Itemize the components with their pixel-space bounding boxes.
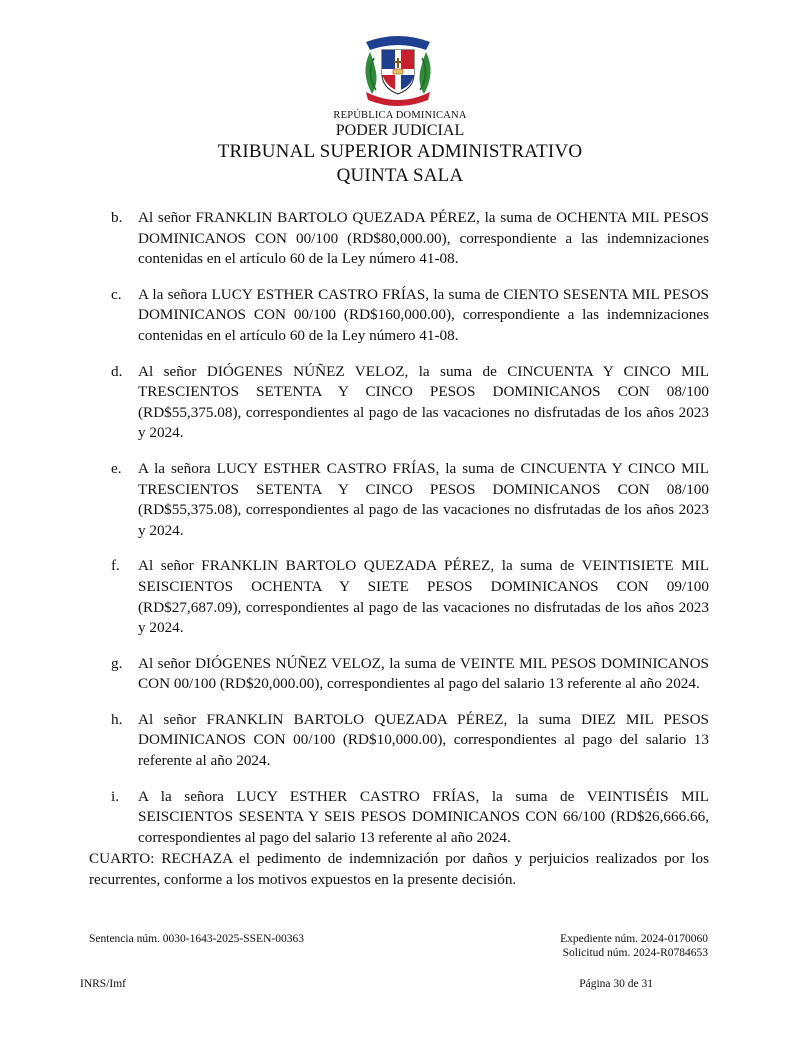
item-letter: d.	[111, 362, 123, 380]
list-item	[111, 285, 709, 347]
item-letter: g.	[111, 654, 123, 672]
item-text: Al señor DIÓGENES NÚÑEZ VELOZ, la suma de CINCUENTA Y CINCO MIL TRESCIENTOS SETENTA Y CINCO PESOS DOMINICANOS CON 08/100 (RD$55,375.08), correspondientes al pago de las vacaciones no disfrutadas de los años 2023 y 2024.	[138, 362, 709, 442]
item-letter: b.	[111, 209, 123, 226]
footer-sentencia: Sentencia núm. 0030-1643-2025-SSEN-00363	[89, 933, 304, 945]
item-letter: f.	[111, 557, 120, 575]
header-country: REPÚBLICA DOMINICANA	[333, 110, 467, 121]
item-letter: i.	[111, 787, 120, 805]
footer-expediente: Expediente núm. 2024-0170060	[560, 933, 708, 945]
item-text: A la señora LUCY ESTHER CASTRO FRÍAS, la suma de CIENTO SESENTA MIL PESOS DOMINICANOS CON 00/100 (RD$160,000.00), correspondiente a las indemnizaciones contenidas en el artículo 60 de la Ley número 41-08.	[138, 285, 709, 344]
list-item	[111, 654, 709, 695]
header-sala: QUINTA SALA	[336, 165, 464, 186]
list-item	[111, 459, 709, 541]
item-text: Al señor FRANKLIN BARTOLO QUEZADA PÉREZ, la suma de OCHENTA MIL PESOS DOMINICANOS CON 00/100 (RD$80,000.00), correspondiente a las indemnizaciones contenidas en el artículo 60 de la Ley número 41-08.	[138, 209, 709, 268]
item-letter: e.	[111, 459, 122, 477]
header-judicial: PODER JUDICIAL	[335, 122, 465, 139]
item-letter: h.	[111, 710, 123, 728]
list-item	[111, 787, 709, 849]
item-text: A la señora LUCY ESTHER CASTRO FRÍAS, la suma de VEINTISÉIS MIL SEISCIENTOS SESENTA Y SEIS PESOS DOMINICANOS CON 66/100 (RD$26,666.66, correspondientes al pago del salario 13 referente al año 2024.	[138, 787, 709, 846]
item-text: Al señor FRANKLIN BARTOLO QUEZADA PÉREZ, la suma DIEZ MIL PESOS DOMINICANOS CON 00/100 (RD$10,000.00), correspondientes al pago del salario 13 referente al año 2024.	[138, 710, 709, 770]
coat-of-arms-icon	[356, 28, 440, 108]
list-item	[111, 556, 709, 638]
item-text: A la señora LUCY ESTHER CASTRO FRÍAS, la suma de CINCUENTA Y CINCO MIL TRESCIENTOS SETENTA Y CINCO PESOS DOMINICANOS CON 08/100 (RD$55,375.08), correspondientes al pago de las vacaciones no disfrutadas de los años 2023 y 2024.	[138, 459, 709, 539]
ordinal-list	[111, 208, 709, 863]
list-item	[111, 710, 709, 772]
cuarto-paragraph: CUARTO: RECHAZA el pedimento de indemnización por daños y perjuicios realizados por los recurrentes, conforme a los motivos expuestos en la presente decisión.	[89, 850, 709, 888]
footer-solicitud: Solicitud núm. 2024-R0784653	[562, 947, 708, 959]
page-number: Página 30 de 31	[579, 978, 653, 990]
header-tribunal: TRIBUNAL SUPERIOR ADMINISTRATIVO	[217, 141, 583, 162]
item-text: Al señor FRANKLIN BARTOLO QUEZADA PÉREZ, la suma de VEINTISIETE MIL SEISCIENTOS OCHENTA Y SIETE PESOS DOMINICANOS CON 09/100 (RD$27,687.09), correspondientes al pago de las vacaciones no disfrutadas de los años 2023 y 2024.	[138, 557, 709, 637]
footer-initials: INRS/Imf	[80, 978, 126, 990]
list-item	[111, 208, 709, 270]
item-text: Al señor DIÓGENES NÚÑEZ VELOZ, la suma de VEINTE MIL PESOS DOMINICANOS CON 00/100 (RD$20,000.00), correspondientes al pago del salario 13 referente al año 2024.	[138, 654, 709, 693]
list-item	[111, 362, 709, 444]
item-letter: c.	[111, 285, 122, 303]
